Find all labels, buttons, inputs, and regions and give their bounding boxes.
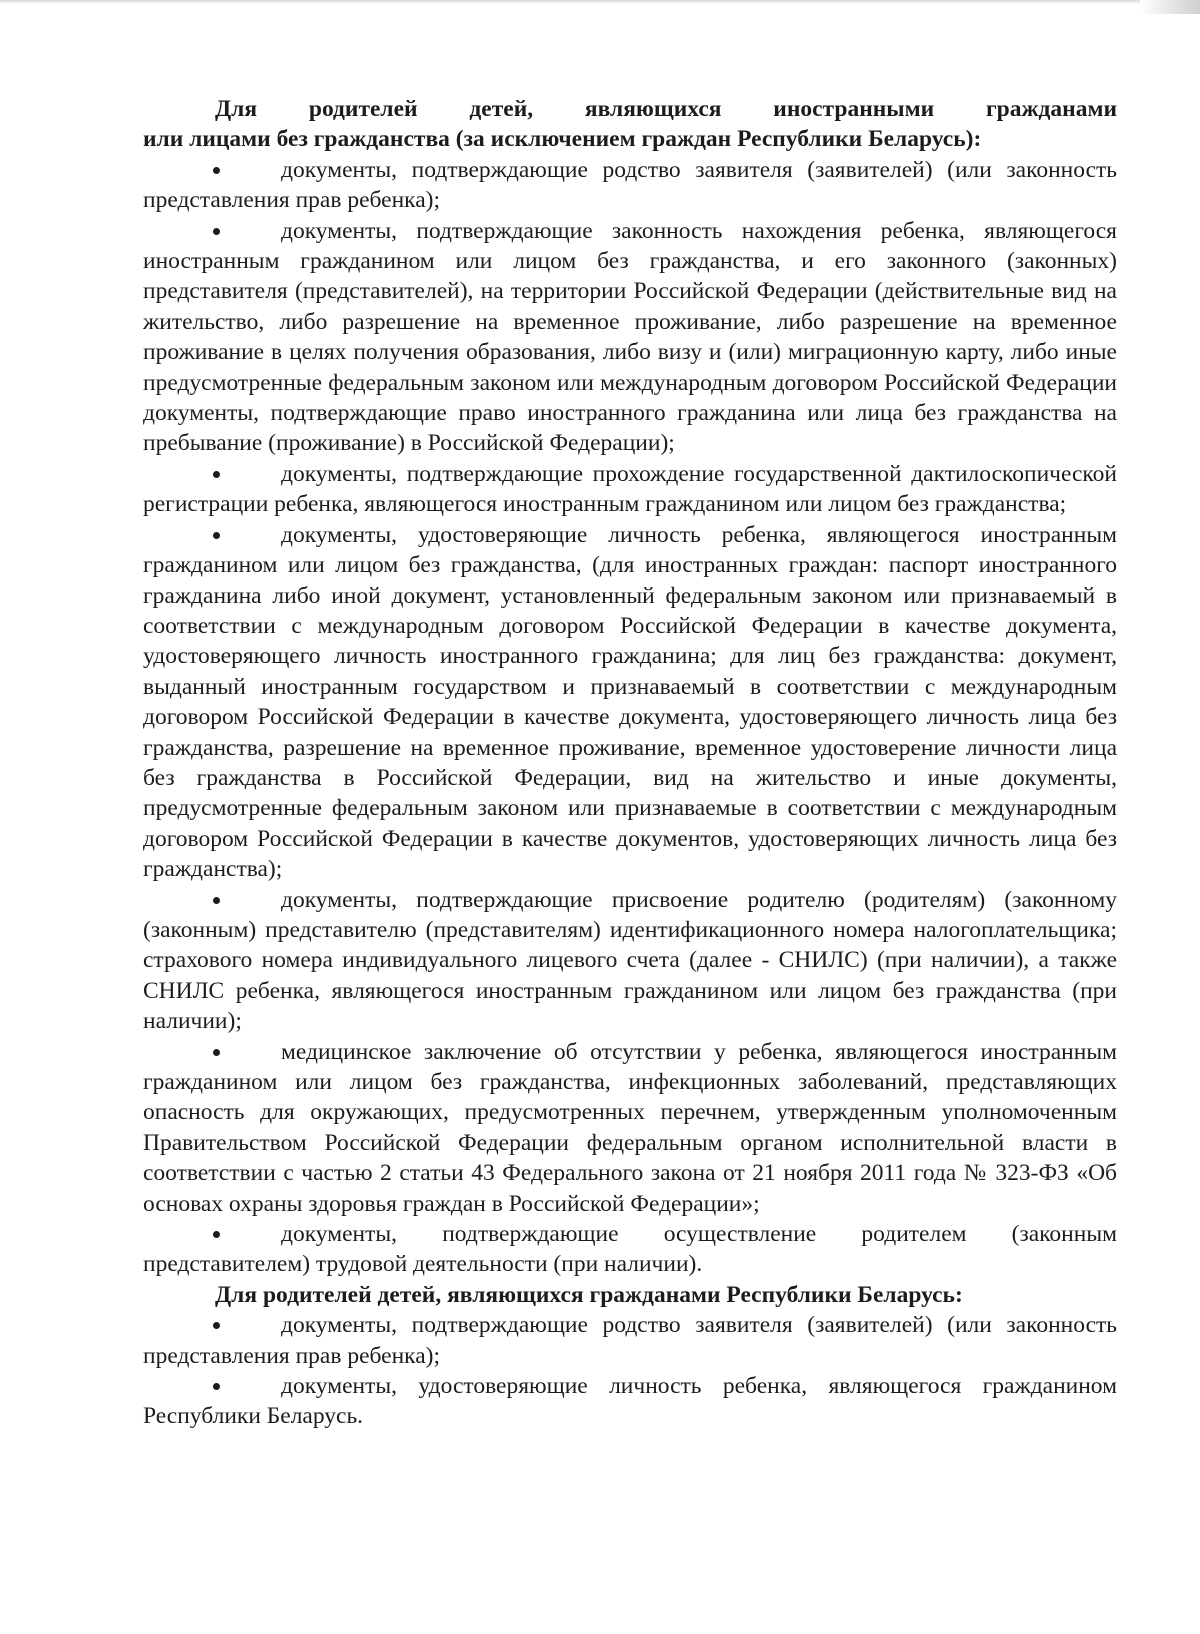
heading-foreign-line-2: или лицами без гражданства (за исключением граждан Республики Беларусь):	[143, 126, 982, 153]
heading-foreign-citizens	[143, 94, 1117, 155]
list-item	[143, 155, 1117, 216]
list-item	[143, 1371, 1117, 1432]
list-item	[143, 520, 1117, 885]
list-item	[143, 1310, 1117, 1371]
heading-foreign-line-1: Для родителей детей, являющихся иностранными гражданами	[215, 96, 1117, 122]
list-item-text: документы, подтверждающие осуществление родителем (законным представителем) трудовой деятельности (при наличии).	[143, 1221, 1117, 1278]
heading-belarus-citizens: Для родителей детей, являющихся гражданами Республики Беларусь:	[215, 1281, 963, 1308]
list-item	[143, 1219, 1117, 1280]
scan-edge-top	[0, 0, 1200, 4]
list-item-text: документы, удостоверяющие личность ребенка, являющегося иностранным гражданином или лицом без гражданства, (для иностранных граждан: паспорт иностранного гражданина либо иной документ, установленный федеральным законом или признаваемый в соответствии с международным договором Российской Федерации в качестве документа, удостоверяющего личность иностранного гражданина; для лиц без гражданства: документ, выданный иностранным государством и признаваемый в соответствии с международным договором Российской Федерации в качестве документа, удостоверяющего личность лица без гражданства, разрешение на временное проживание, временное удостоверение личности лица без гражданства в Российской Федерации, вид на жительство и иные документы, предусмотренные федеральным законом или признаваемые в соответствии с международным договором Российской Федерации в качестве документов, удостоверяющих личность лица без гражданства);	[143, 521, 1117, 883]
list-item	[143, 216, 1117, 459]
list-item-text: документы, подтверждающие присвоение родителю (родителям) (законному (законным) представителю (представителям) идентификационного номера налогоплательщика; страхового номера индивидуального лицевого счета (далее - СНИЛС) (при наличии), а также СНИЛС ребенка, являющегося иностранным гражданином или лицом без гражданства (при наличии);	[143, 886, 1117, 1035]
list-item	[143, 1037, 1117, 1219]
list-item-text: документы, подтверждающие родство заявителя (заявителей) (или законность представления прав ребенка);	[143, 156, 1117, 214]
list-item-text: медицинское заключение об отсутствии у ребенка, являющегося иностранным гражданином или лицом без гражданства, инфекционных заболеваний, представляющих опасность для окружающих, предусмотренных перечнем, утвержденным уполномоченным Правительством Российской Федерации федеральным органом исполнительной власти в соответствии с частью 2 статьи 43 Федерального закона от 21 ноября 2011 года № 323-ФЗ «Об основах охраны здоровья граждан в Российской Федерации»;	[143, 1038, 1117, 1217]
list-item-text: документы, удостоверяющие личность ребенка, являющегося гражданином Республики Беларусь.	[143, 1373, 1117, 1430]
document-page	[143, 94, 1117, 1432]
list-item	[143, 459, 1117, 520]
list-item-text: документы, подтверждающие законность нахождения ребенка, являющегося иностранным гражданином или лицом без гражданства, и его законного (законных) представителя (представителей), на территории Российской Федерации (действительные вид на жительство, либо разрешение на временное проживание, либо разрешение на временное проживание в целях получения образования, либо визу и (или) миграционную карту, либо иные предусмотренные федеральным законом или международным договором Российской Федерации документы, подтверждающие право иностранного гражданина или лица без гражданства на пребывание (проживание) в Российской Федерации);	[143, 217, 1117, 457]
scan-edge-right	[1140, 0, 1200, 14]
list-item	[143, 885, 1117, 1037]
list-item-text: документы, подтверждающие родство заявителя (заявителей) (или законность представления прав ребенка);	[143, 1312, 1117, 1369]
list-item-text: документы, подтверждающие прохождение государственной дактилоскопической регистрации ребенка, являющегося иностранным гражданином или лицом без гражданства;	[143, 460, 1117, 518]
